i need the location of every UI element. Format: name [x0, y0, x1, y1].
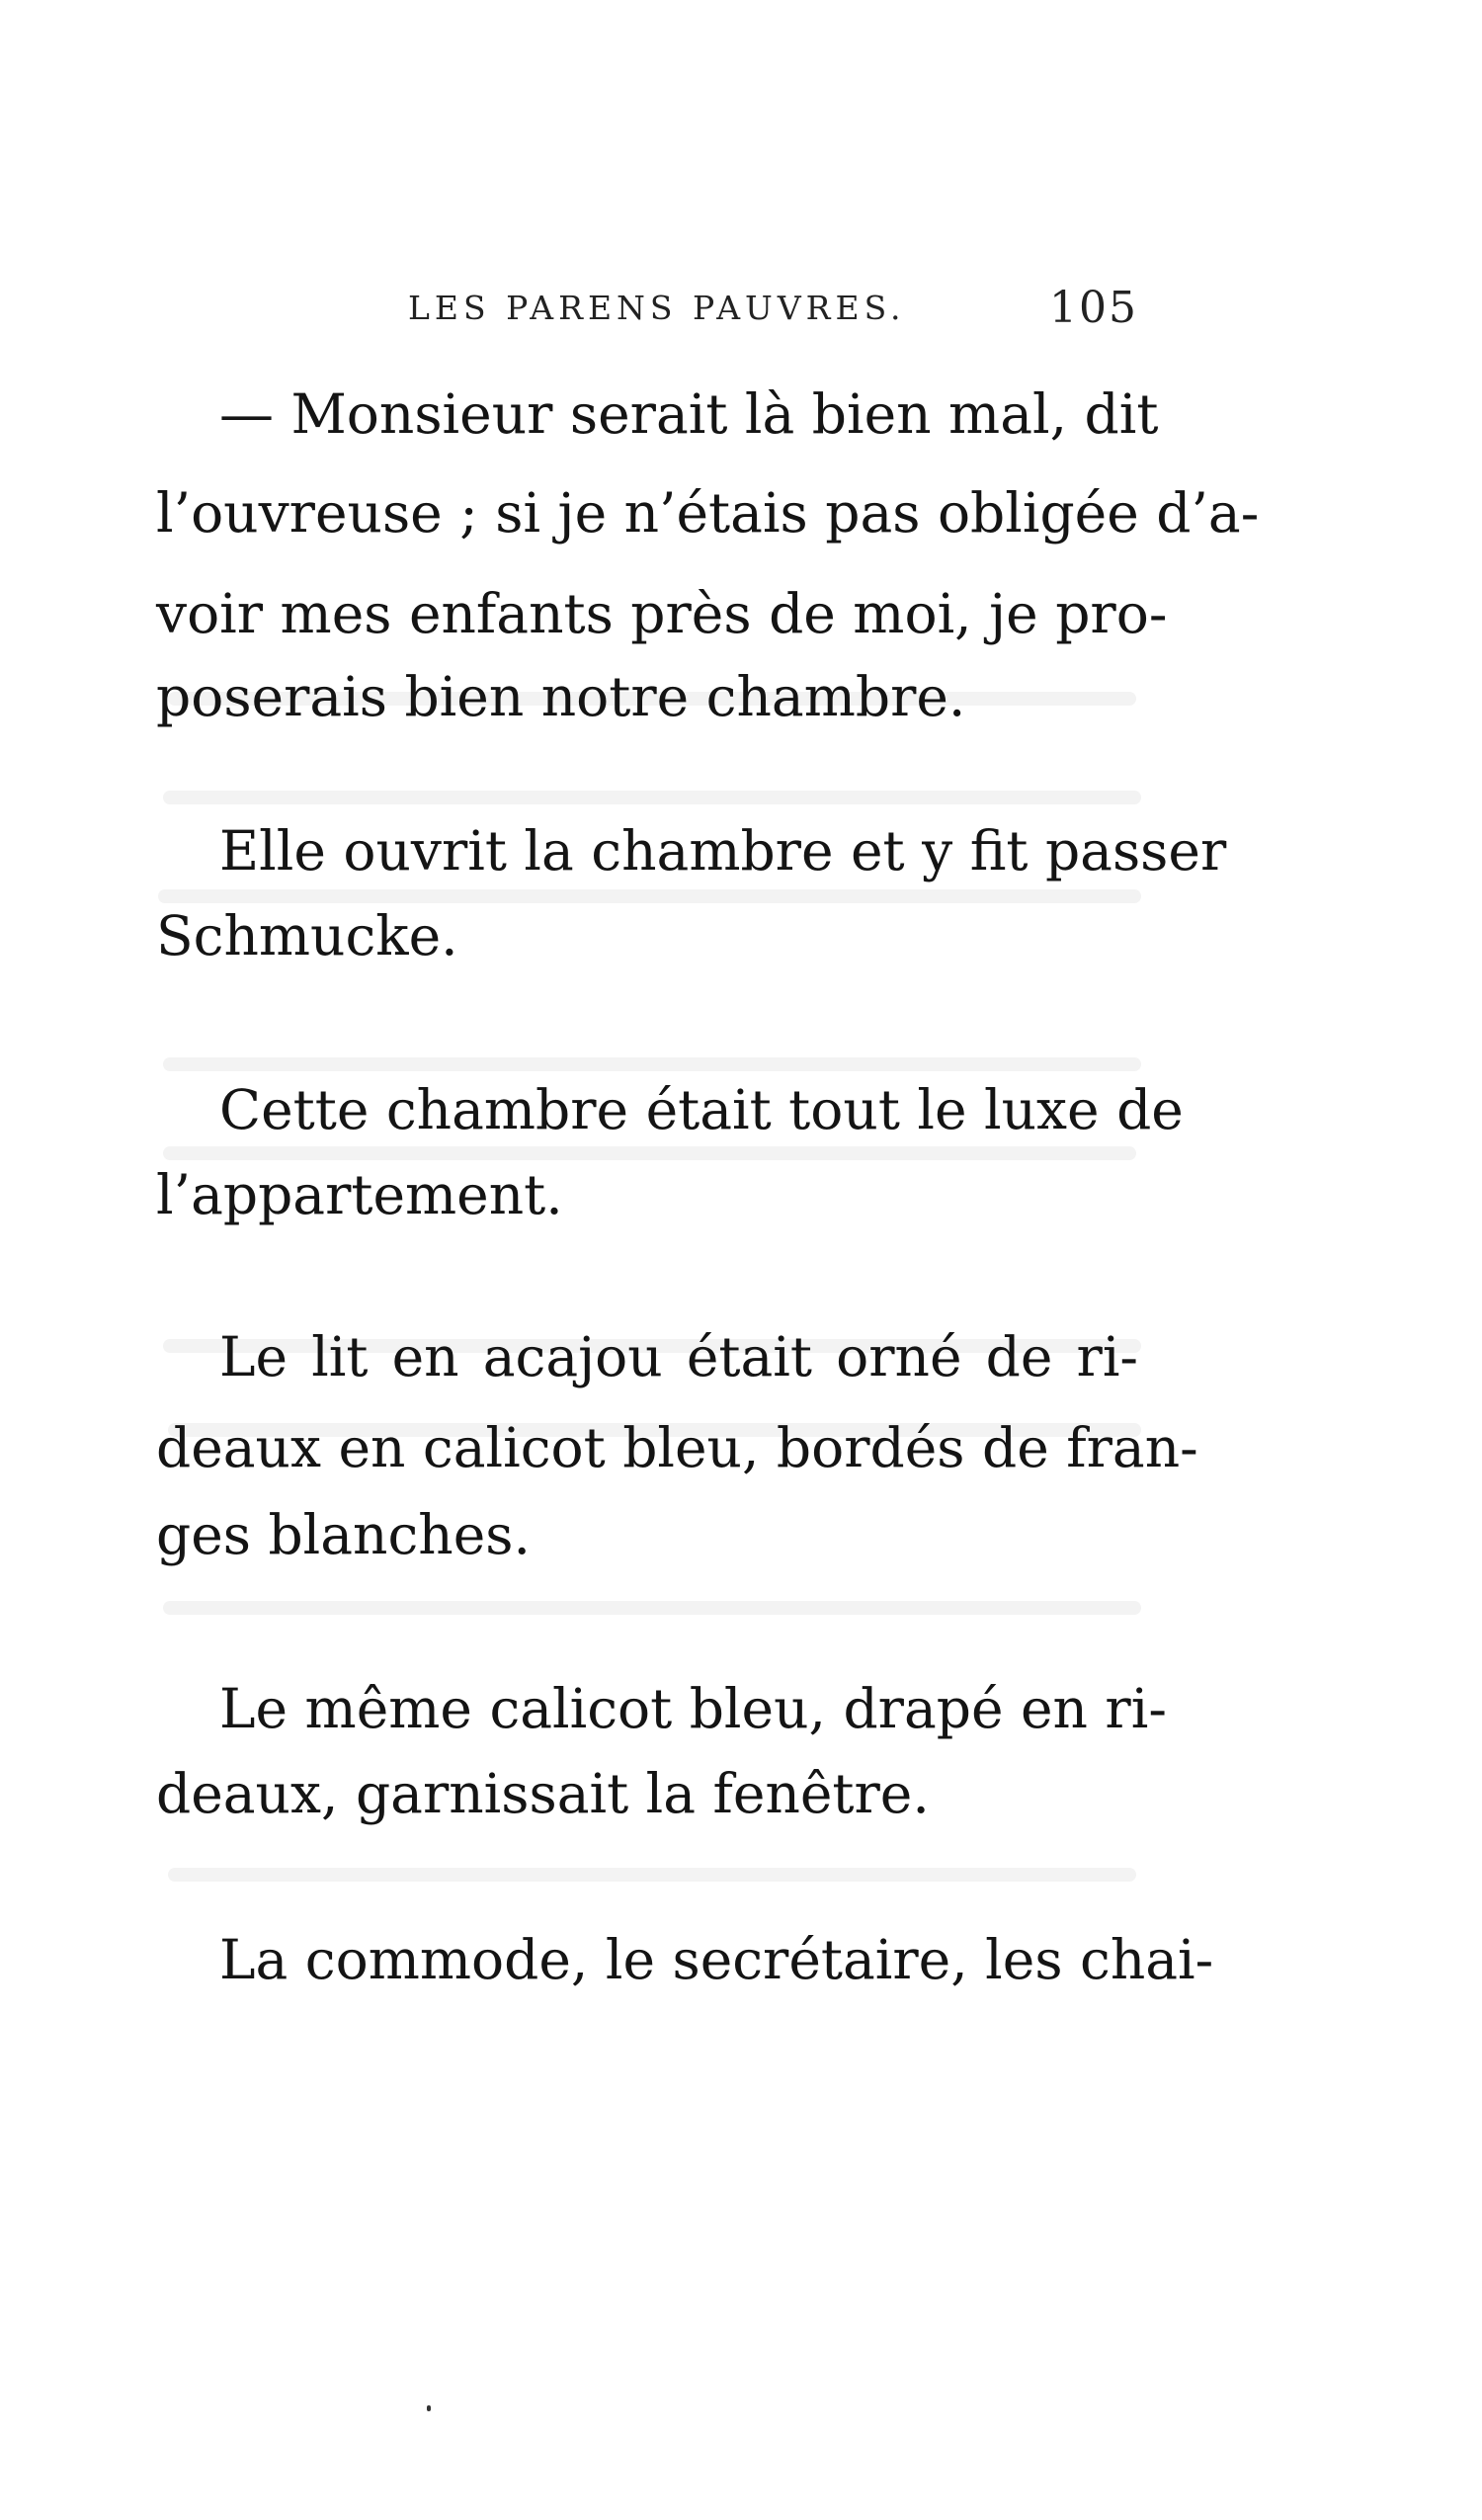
text-line: voir mes enfants près de moi, je pro- [156, 582, 1168, 645]
bleed-through-mark [158, 889, 1141, 903]
page-number: 105 [1049, 283, 1138, 333]
page-header [0, 283, 1482, 348]
text-line: Le même calicot bleu, drapé en ri- [219, 1677, 1167, 1740]
text-line: Elle ouvrit la chambre et y fit passer [219, 819, 1227, 882]
text-line: deaux, garnissait la fenêtre. [156, 1762, 930, 1825]
bleed-through-mark [163, 791, 1141, 804]
text-line: Le lit en acajou était orné de ri- [219, 1325, 1138, 1388]
text-line: poserais bien notre chambre. [156, 665, 966, 728]
text-line: l’appartement. [156, 1163, 563, 1226]
running-title: LES PARENS PAUVRES. [408, 289, 906, 327]
bleed-through-mark [163, 1146, 1136, 1160]
text-line: La commode, le secrétaire, les chai- [219, 1928, 1214, 1991]
bleed-through-mark [168, 1868, 1136, 1882]
text-line: Schmucke. [156, 904, 458, 967]
text-line: deaux en calicot bleu, bordés de fran- [156, 1416, 1198, 1479]
ink-speck [427, 2405, 431, 2411]
text-line: l’ouvreuse ; si je n’étais pas obligée d’a- [156, 481, 1260, 545]
text-line: Cette chambre était tout le luxe de [219, 1078, 1184, 1141]
bleed-through-mark [163, 1057, 1141, 1071]
bleed-through-mark [163, 1601, 1141, 1615]
text-line: — Monsieur serait là bien mal, dit [219, 382, 1159, 446]
text-line: ges blanches. [156, 1503, 531, 1566]
